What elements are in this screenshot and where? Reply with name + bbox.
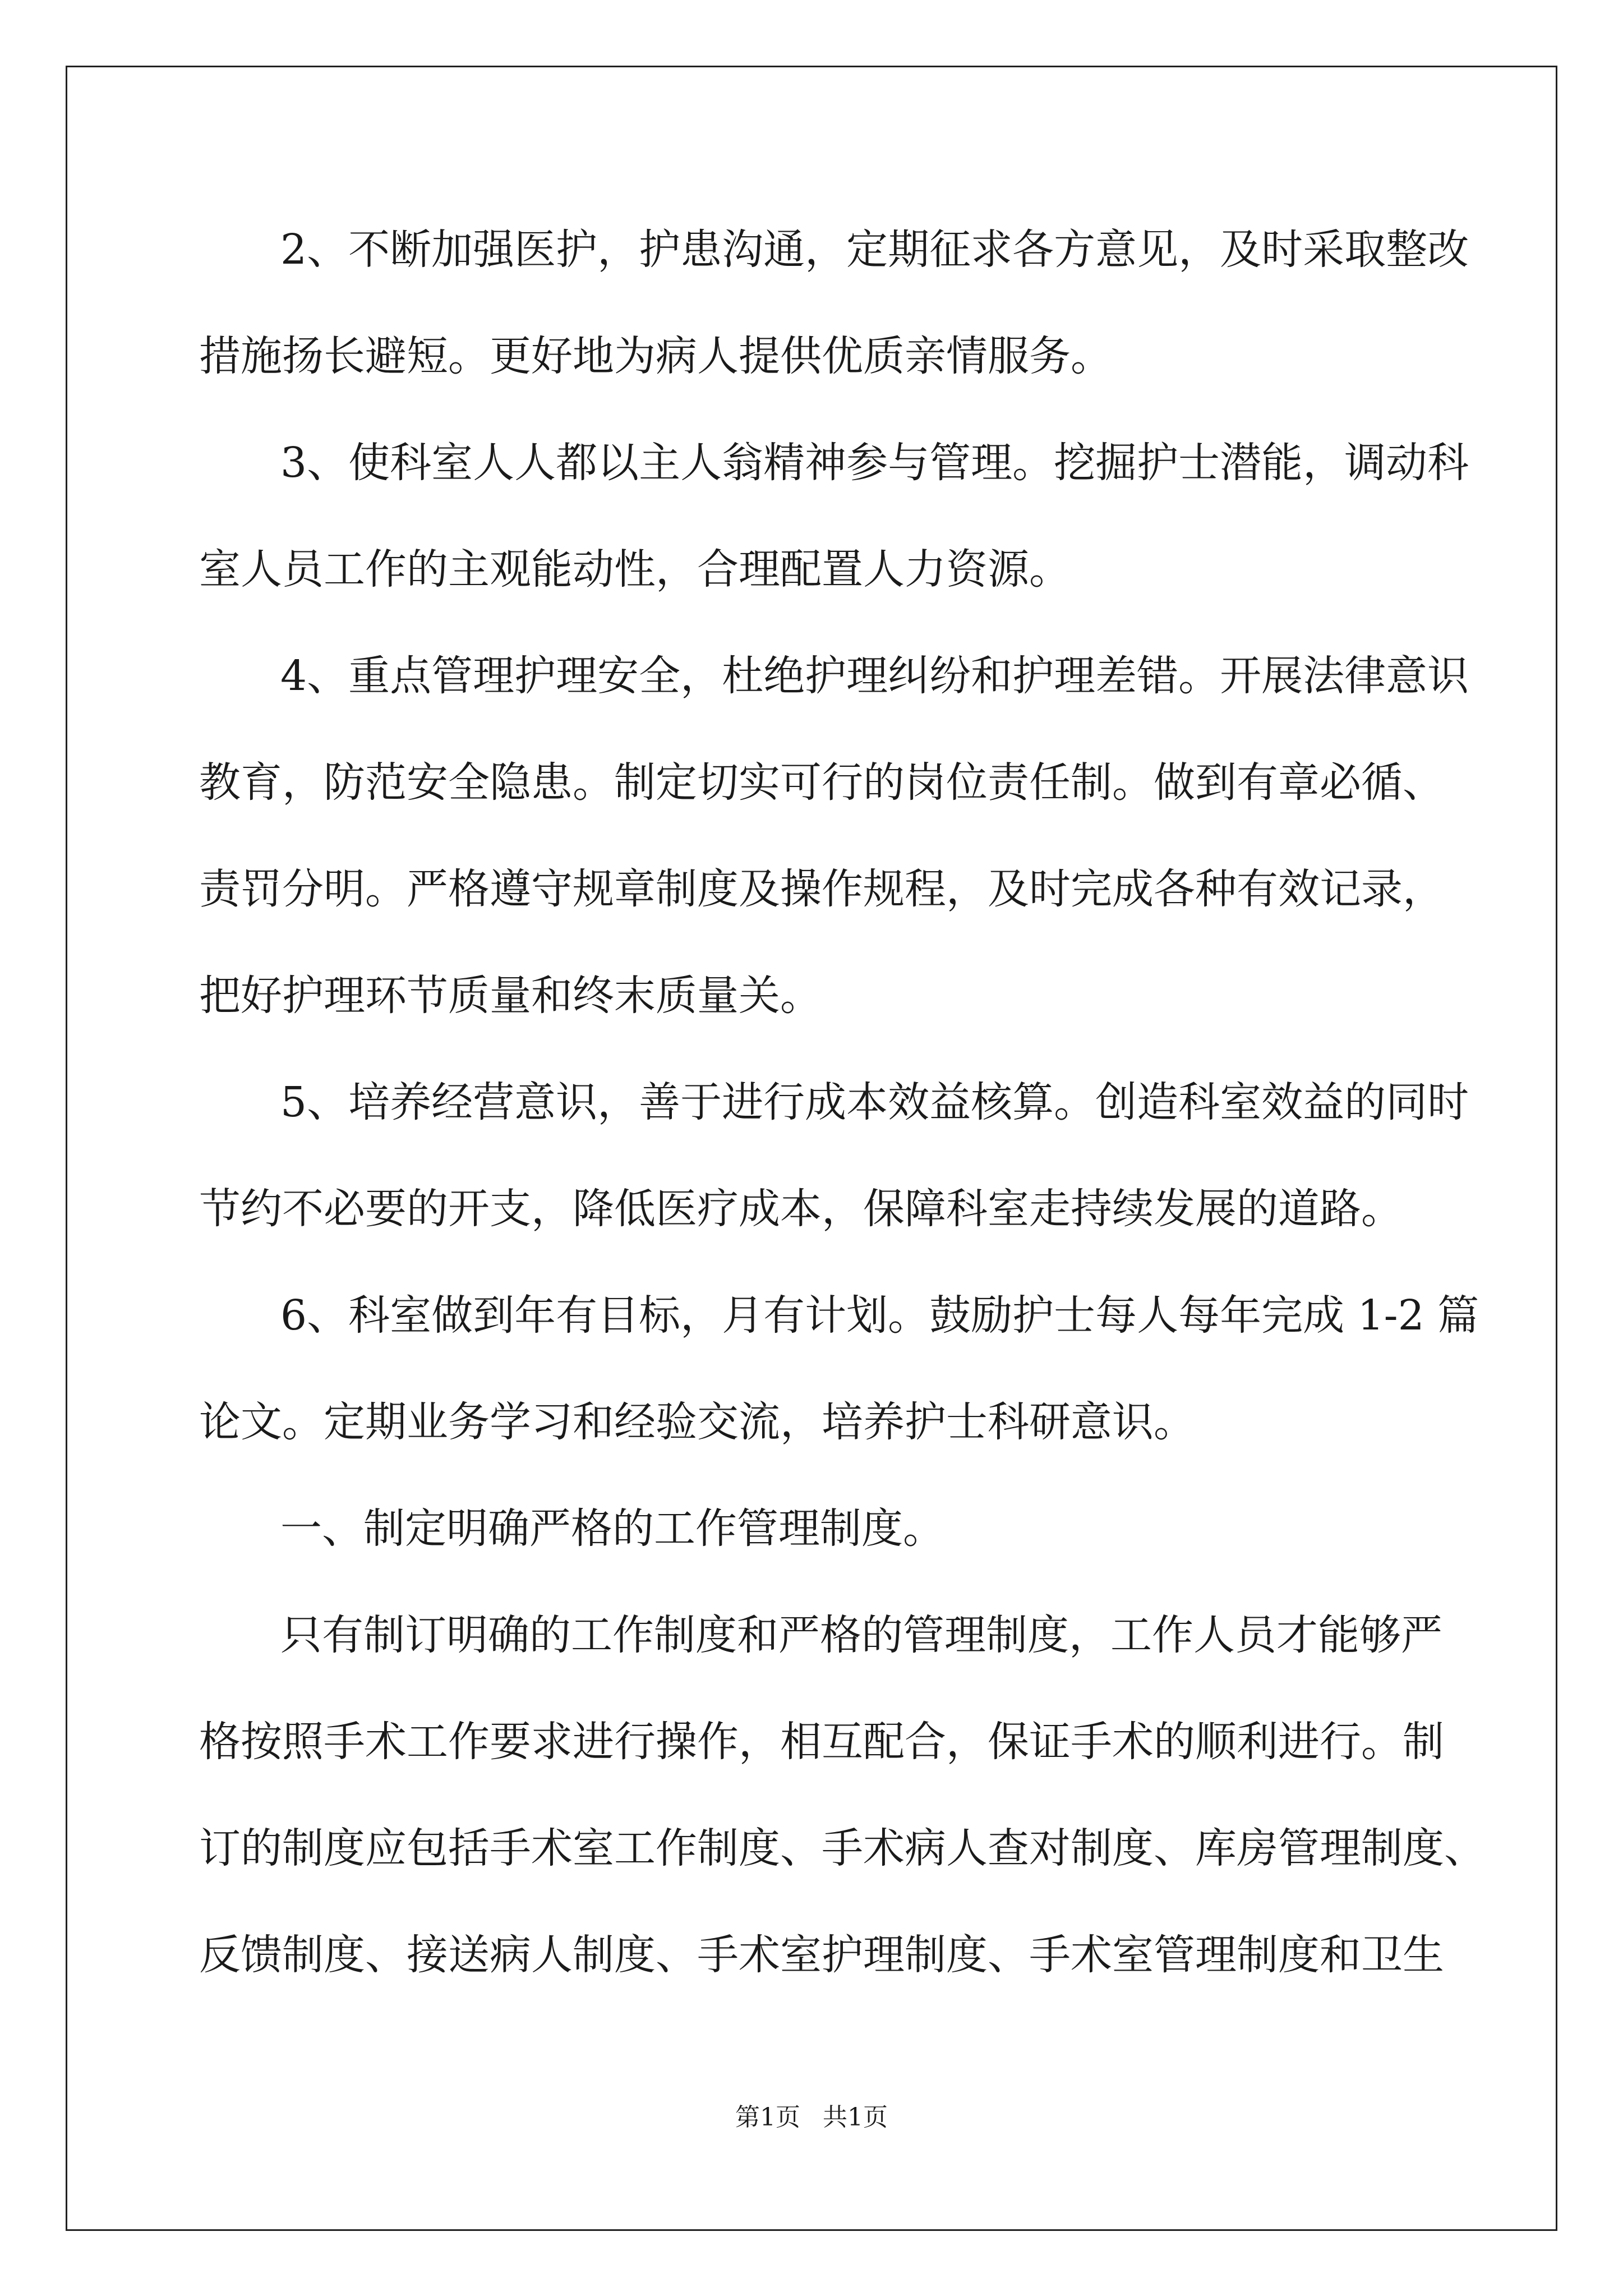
paragraph-line: 室人员工作的主观能动性，合理配置人力资源。 <box>199 545 1071 593</box>
paragraph-line: 5、培养经营意识，善于进行成本效益核算。创造科室效益的同时 <box>280 1078 1469 1126</box>
paragraph-line: 6、科室做到年有目标，月有计划。鼓励护士每人每年完成 1-2 篇 <box>280 1291 1479 1340</box>
paragraph-line: 责罚分明。严格遵守规章制度及操作规程，及时完成各种有效记录， <box>199 865 1444 913</box>
paragraph-line: 论文。定期业务学习和经验交流，培养护士科研意识。 <box>199 1398 1195 1446</box>
paragraph-line: 4、重点管理护理安全，杜绝护理纠纷和护理差错。开展法律意识 <box>280 652 1469 700</box>
paragraph-line: 措施扬长避短。更好地为病人提供优质亲情服务。 <box>199 332 1112 380</box>
paragraph-line: 节约不必要的开支，降低医疗成本，保障科室走持续发展的道路。 <box>199 1185 1403 1233</box>
paragraph-line: 格按照手术工作要求进行操作，相互配合，保证手术的顺利进行。制 <box>199 1718 1444 1766</box>
paragraph-line: 订的制度应包括手术室工作制度、手术病人查对制度、库房管理制度、 <box>199 1824 1486 1872</box>
page-number: 第1页 <box>735 2103 800 2132</box>
paragraph-line: 只有制订明确的工作制度和严格的管理制度，工作人员才能够严 <box>280 1611 1442 1659</box>
page-footer <box>0 2101 1623 2134</box>
paragraph-line: 教育，防范安全隐患。制定切实可行的岗位责任制。做到有章必循、 <box>199 758 1444 807</box>
page-border <box>66 66 1557 2231</box>
page-total: 共1页 <box>823 2103 888 2132</box>
paragraph-line: 3、使科室人人都以主人翁精神参与管理。挖掘护士潜能，调动科 <box>280 439 1469 487</box>
section-heading: 一、制定明确严格的工作管理制度。 <box>280 1504 944 1553</box>
paragraph-line: 2、不断加强医护，护患沟通，定期征求各方意见，及时采取整改 <box>280 226 1469 274</box>
paragraph-line: 把好护理环节质量和终末质量关。 <box>199 972 822 1020</box>
paragraph-line: 反馈制度、接送病人制度、手术室护理制度、手术室管理制度和卫生 <box>199 1931 1444 1979</box>
